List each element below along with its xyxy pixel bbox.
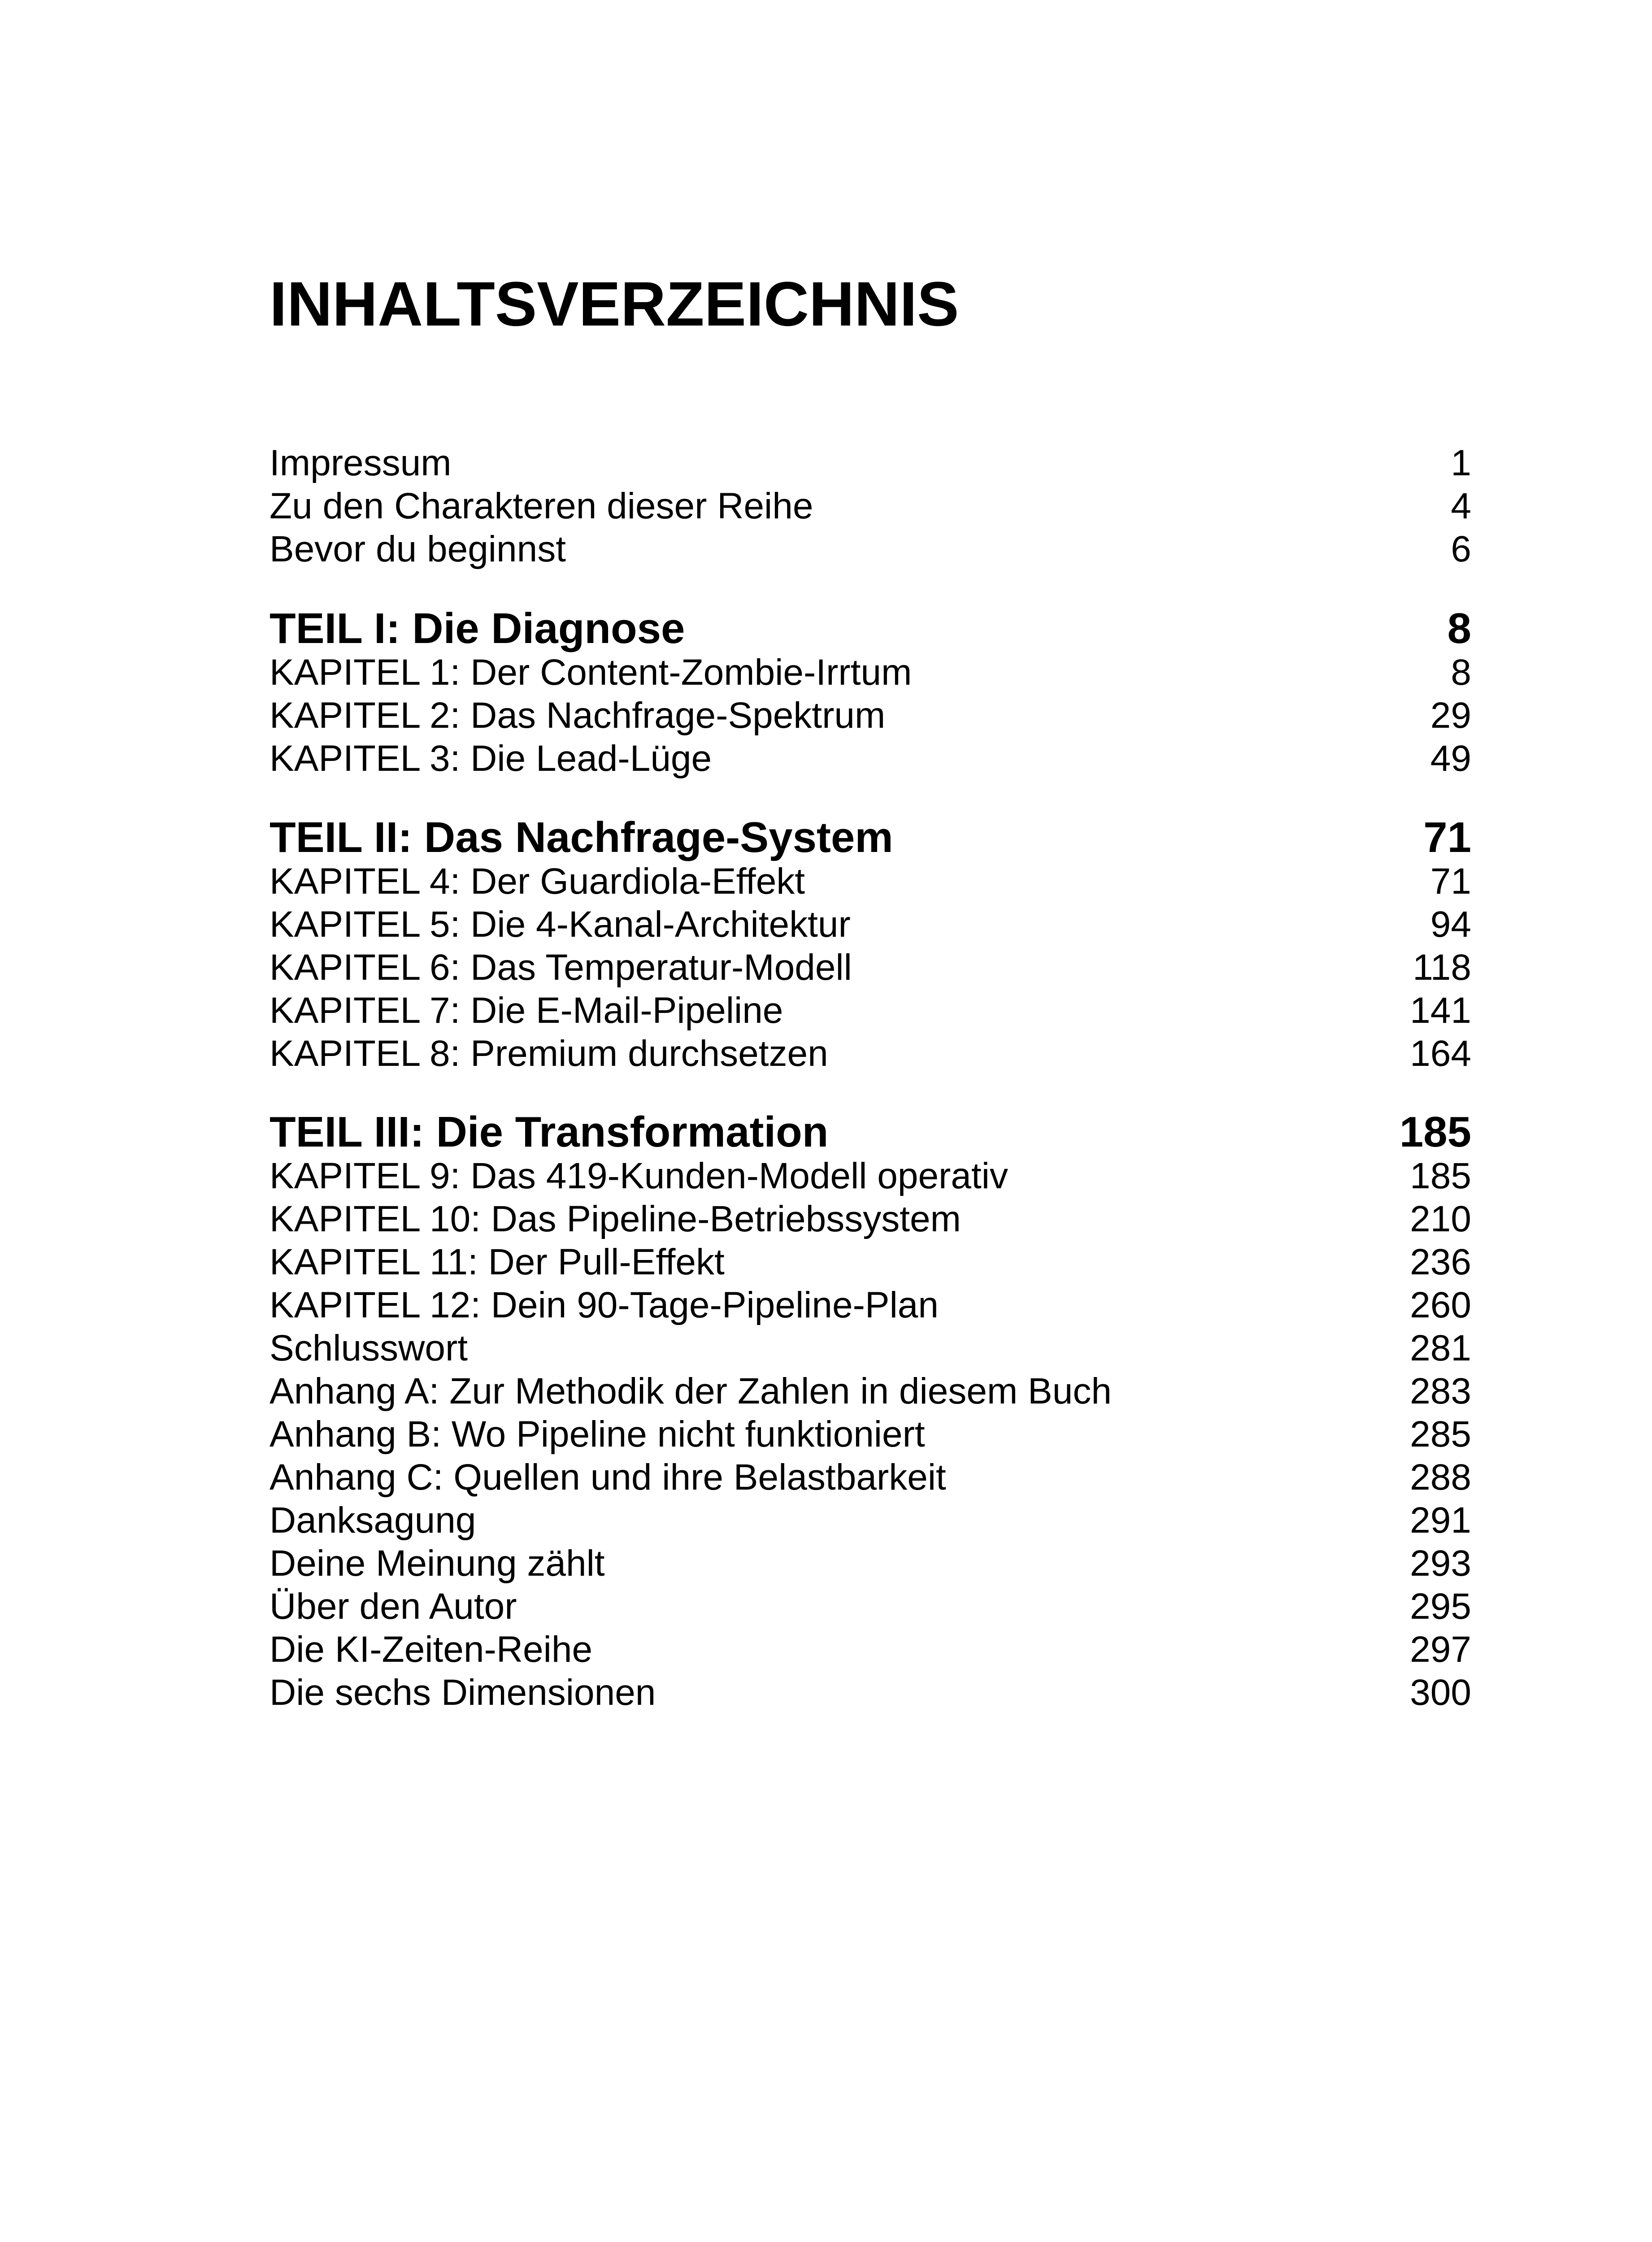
toc-entry-kapitel-11[interactable] [270, 1241, 1471, 1284]
toc-entry-page: 29 [1430, 695, 1471, 736]
toc-entry-page: 1 [1451, 443, 1471, 483]
toc-part-2 [270, 815, 1471, 1075]
toc-entry-ueber-den-autor[interactable] [270, 1585, 1471, 1628]
toc-entry-page: 236 [1410, 1242, 1471, 1282]
toc-entry-anhang-c[interactable] [270, 1456, 1471, 1499]
toc-entry-label: KAPITEL 7: Die E-Mail-Pipeline [270, 990, 783, 1031]
toc-entry-page: 283 [1410, 1371, 1471, 1412]
toc-entry-label: Schlusswort [270, 1328, 468, 1369]
toc-entry-label: Anhang C: Quellen und ihre Belastbarkeit [270, 1457, 946, 1498]
toc-entry-label: KAPITEL 11: Der Pull-Effekt [270, 1242, 725, 1282]
toc-entry-charaktere[interactable] [270, 485, 1471, 528]
toc-entry-page: 164 [1410, 1033, 1471, 1074]
toc-entry-page: 295 [1410, 1586, 1471, 1627]
toc-entry-label: Anhang B: Wo Pipeline nicht funktioniert [270, 1414, 925, 1455]
toc-entry-page: 300 [1410, 1672, 1471, 1713]
toc-part-heading[interactable] [270, 1110, 1471, 1155]
toc-entry-page: 94 [1430, 904, 1471, 945]
toc-part-label: TEIL I: Die Diagnose [270, 604, 685, 652]
toc-entry-label: KAPITEL 9: Das 419-Kunden-Modell operativ [270, 1156, 1008, 1196]
toc-entry-page: 185 [1410, 1156, 1471, 1196]
toc-entry-page: 281 [1410, 1328, 1471, 1369]
toc-entry-kapitel-8[interactable] [270, 1032, 1471, 1075]
toc-entry-label: KAPITEL 1: Der Content-Zombie-Irrtum [270, 652, 912, 693]
toc-entry-label: KAPITEL 10: Das Pipeline-Betriebssystem [270, 1199, 961, 1239]
toc-entry-bevor-du-beginnst[interactable] [270, 528, 1471, 571]
toc-entry-label: Danksagung [270, 1500, 476, 1541]
toc-entry-page: 71 [1430, 861, 1471, 902]
toc-entry-danksagung[interactable] [270, 1499, 1471, 1542]
toc-entry-schlusswort[interactable] [270, 1327, 1471, 1370]
toc-entry-label: Die KI-Zeiten-Reihe [270, 1629, 593, 1670]
toc-entry-page: 293 [1410, 1543, 1471, 1584]
toc-entry-label: KAPITEL 5: Die 4-Kanal-Architektur [270, 904, 851, 945]
toc-part-3 [270, 1110, 1471, 1714]
toc-entry-kapitel-7[interactable] [270, 989, 1471, 1032]
toc-entry-kapitel-9[interactable] [270, 1155, 1471, 1198]
toc-entry-label: Zu den Charakteren dieser Reihe [270, 486, 813, 526]
toc-entry-label: Die sechs Dimensionen [270, 1672, 656, 1713]
toc-part-page: 8 [1447, 604, 1471, 652]
toc-entry-label: KAPITEL 6: Das Temperatur-Modell [270, 947, 852, 988]
toc-entry-label: KAPITEL 12: Dein 90-Tage-Pipeline-Plan [270, 1285, 939, 1325]
toc-entry-kapitel-4[interactable] [270, 860, 1471, 903]
toc-part-label: TEIL II: Das Nachfrage-System [270, 813, 893, 861]
toc-entry-kapitel-5[interactable] [270, 903, 1471, 946]
toc-entry-page: 297 [1410, 1629, 1471, 1670]
toc-entry-page: 210 [1410, 1199, 1471, 1239]
toc-part-1 [270, 606, 1471, 780]
toc-part-heading[interactable] [270, 606, 1471, 651]
toc-entry-kapitel-10[interactable] [270, 1198, 1471, 1241]
toc-entry-label: KAPITEL 3: Die Lead-Lüge [270, 738, 712, 779]
toc-entry-kapitel-1[interactable] [270, 651, 1471, 694]
page-title: INHALTSVERZEICHNIS [270, 269, 959, 339]
toc-entry-page: 8 [1451, 652, 1471, 693]
toc-entry-kapitel-12[interactable] [270, 1284, 1471, 1327]
toc-entry-impressum[interactable] [270, 442, 1471, 485]
toc-entry-page: 285 [1410, 1414, 1471, 1455]
toc-part-page: 185 [1399, 1108, 1471, 1156]
toc-entry-sechs-dimensionen[interactable] [270, 1671, 1471, 1714]
toc-entry-ki-zeiten-reihe[interactable] [270, 1628, 1471, 1671]
toc-entry-label: Anhang A: Zur Methodik der Zahlen in diesem Buch [270, 1371, 1112, 1412]
toc-entry-anhang-a[interactable] [270, 1370, 1471, 1413]
toc-entry-page: 118 [1413, 947, 1471, 988]
toc-entry-label: KAPITEL 2: Das Nachfrage-Spektrum [270, 695, 886, 736]
toc-front-matter [270, 442, 1471, 571]
toc-entry-page: 49 [1430, 738, 1471, 779]
toc-part-heading[interactable] [270, 815, 1471, 860]
toc-entry-label: Über den Autor [270, 1586, 517, 1627]
toc-entry-label: Impressum [270, 443, 452, 483]
toc-entry-deine-meinung[interactable] [270, 1542, 1471, 1585]
toc-part-page: 71 [1423, 813, 1471, 861]
toc-entry-page: 288 [1410, 1457, 1471, 1498]
toc-entry-label: Deine Meinung zählt [270, 1543, 605, 1584]
toc-entry-anhang-b[interactable] [270, 1413, 1471, 1456]
toc-entry-label: Bevor du beginnst [270, 529, 566, 569]
toc-entry-kapitel-2[interactable] [270, 694, 1471, 737]
toc-entry-kapitel-6[interactable] [270, 946, 1471, 989]
toc-entry-label: KAPITEL 8: Premium durchsetzen [270, 1033, 828, 1074]
toc-entry-page: 6 [1451, 529, 1471, 569]
toc-entry-kapitel-3[interactable] [270, 737, 1471, 780]
toc-entry-page: 141 [1410, 990, 1471, 1031]
toc-part-label: TEIL III: Die Transformation [270, 1108, 829, 1156]
toc-entry-label: KAPITEL 4: Der Guardiola-Effekt [270, 861, 805, 902]
toc-entry-page: 4 [1451, 486, 1471, 526]
toc-entry-page: 291 [1410, 1500, 1471, 1541]
toc-entry-page: 260 [1410, 1285, 1471, 1325]
